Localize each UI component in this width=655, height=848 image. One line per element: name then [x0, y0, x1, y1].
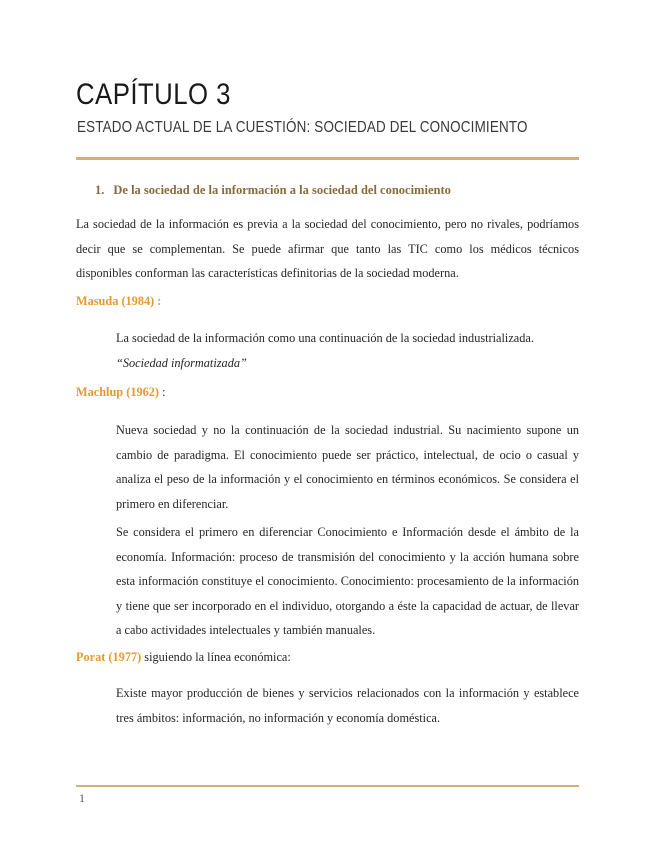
section-title: De la sociedad de la información a la sociedad del conocimiento	[113, 183, 451, 197]
author-name: Machlup (1962)	[76, 385, 160, 399]
intro-paragraph: La sociedad de la información es previa a la sociedad del conocimiento, pero no rivales, podríamos decir que se complementan. Se puede afirmar que tanto las TIC como los médicos técnicos disponibles conforman las características definitorias de la sociedad moderna.	[76, 217, 579, 280]
section-number: 1.	[95, 183, 105, 197]
author-paragraph-masuda	[116, 326, 579, 375]
chapter-title: CAPÍTULO 3	[76, 78, 231, 111]
author-paragraph-machlup-2: Se considera el primero en diferenciar Conocimiento e Información desde el ámbito de la economía. Información: proceso de transmisión del conocimiento y la acción humana sobre esta información constituye el conocimiento. Conocimiento: procesamiento de la información y tiene que ser incorporado en el individuo, otorgando a éste la capacidad de actuar, de llevar a cabo actividades intelectuales y también manuales.	[116, 525, 579, 637]
page-number: 1	[79, 791, 85, 805]
author-suffix: siguiendo la línea económica:	[141, 650, 291, 664]
author-paragraph-porat: Existe mayor producción de bienes y servicios relacionados con la información y establece tres ámbitos: información, no información y economía doméstica.	[116, 686, 579, 725]
author-heading-porat	[76, 650, 291, 665]
header-divider	[76, 157, 579, 160]
chapter-subtitle: ESTADO ACTUAL DE LA CUESTIÓN: SOCIEDAD DEL CONOCIMIENTO	[77, 119, 528, 136]
section-heading	[95, 183, 451, 198]
author-paragraph-machlup-1: Nueva sociedad y no la continuación de la sociedad industrial. Su nacimiento supone un cambio de paradigma. El conocimiento puede ser práctico, intelectual, de ocio o casual y analiza el peso de la información y el conocimiento en términos económicos. Se considera el primero en diferenciar.	[116, 423, 579, 511]
author-heading-machlup	[76, 385, 166, 400]
author-name: Porat (1977)	[76, 650, 142, 664]
quote-text: “Sociedad informatizada”	[116, 355, 247, 370]
author-name: Masuda (1984) :	[76, 294, 162, 308]
paragraph-text: La sociedad de la información como una continuación de la sociedad industrializada.	[116, 331, 534, 345]
author-suffix: :	[159, 385, 166, 399]
author-heading-masuda	[76, 294, 161, 309]
footer-divider	[76, 785, 579, 787]
